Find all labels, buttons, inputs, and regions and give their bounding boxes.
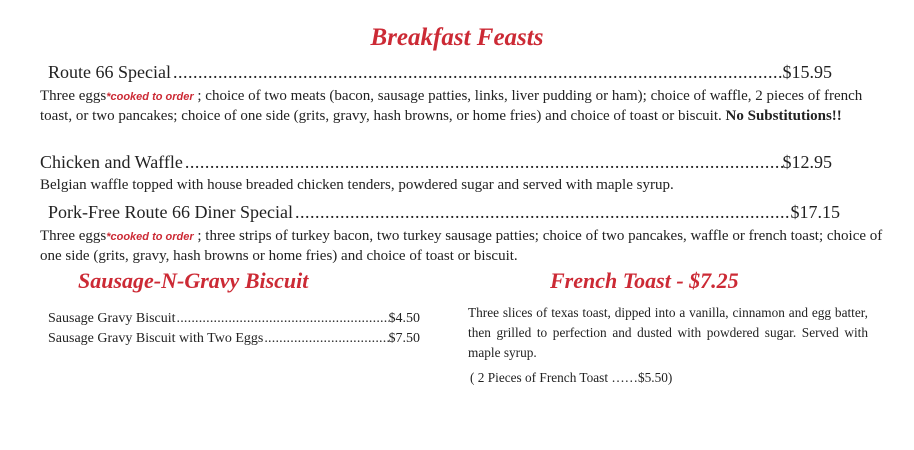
desc-text: Three eggs: [40, 88, 107, 104]
french-toast-two-pieces-note: ( 2 Pieces of French Toast ……$5.50): [470, 370, 673, 385]
item-price: $7.50: [388, 331, 420, 346]
desc-text: Three eggs: [40, 228, 107, 244]
item-name: Sausage Gravy Biscuit: [48, 311, 176, 326]
item-name: Sausage Gravy Biscuit with Two Eggs: [48, 331, 264, 346]
menu-item-sausage-gravy-biscuit-eggs: [48, 331, 420, 347]
dot-leader: [263, 331, 388, 347]
menu-item-route-66-special: [48, 62, 832, 83]
desc-text: ; choice of two meats (bacon, sausage patties, links, liver pudding or ham); choice of waffle, 2 pieces of french toast, or two pancakes; choice of one side (grits, gravy, hash browns, or home fries) and choice of toast or biscuit.: [40, 88, 863, 124]
item-name: Chicken and Waffle: [40, 152, 183, 172]
dot-leader: [171, 62, 783, 83]
item-name: Route 66 Special: [48, 62, 171, 82]
cooked-to-order-note: *cooked to order: [106, 91, 194, 103]
sausage-gravy-heading: Sausage-N-Gravy Biscuit: [78, 268, 309, 293]
french-toast-description: Three slices of texas toast, dipped into a vanilla, cinnamon and egg batter, then grilled to perfection and dusted with powdered sugar. Served with maple syrup.: [468, 305, 868, 360]
dot-leader: [293, 202, 791, 223]
french-toast-heading: French Toast - $7.25: [550, 268, 739, 293]
item-price: $15.95: [782, 62, 832, 82]
item-description: [40, 227, 885, 265]
menu-item-sausage-gravy-biscuit: [48, 311, 420, 327]
item-description: [40, 87, 885, 125]
item-price: $17.15: [790, 202, 840, 222]
breakfast-feasts-heading: Breakfast Feasts: [370, 24, 544, 51]
dot-leader: [183, 152, 783, 173]
menu-item-pork-free-special: [48, 202, 840, 223]
item-price: $12.95: [782, 152, 832, 172]
menu-item-chicken-and-waffle: [40, 152, 832, 173]
cooked-to-order-note: *cooked to order: [106, 231, 194, 243]
item-price: $4.50: [388, 311, 420, 326]
dot-leader: [176, 311, 389, 327]
desc-text: ; three strips of turkey bacon, two turkey sausage patties; choice of two pancakes, waffle or french toast; choice of one side (grits, gravy, hash browns or home fries) and choice of toast or biscuit.: [40, 228, 883, 264]
item-description: Belgian waffle topped with house breaded chicken tenders, powdered sugar and served with maple syrup.: [40, 177, 674, 193]
item-name: Pork-Free Route 66 Diner Special: [48, 202, 293, 222]
no-substitutions-note: No Substitutions!!: [725, 107, 842, 124]
